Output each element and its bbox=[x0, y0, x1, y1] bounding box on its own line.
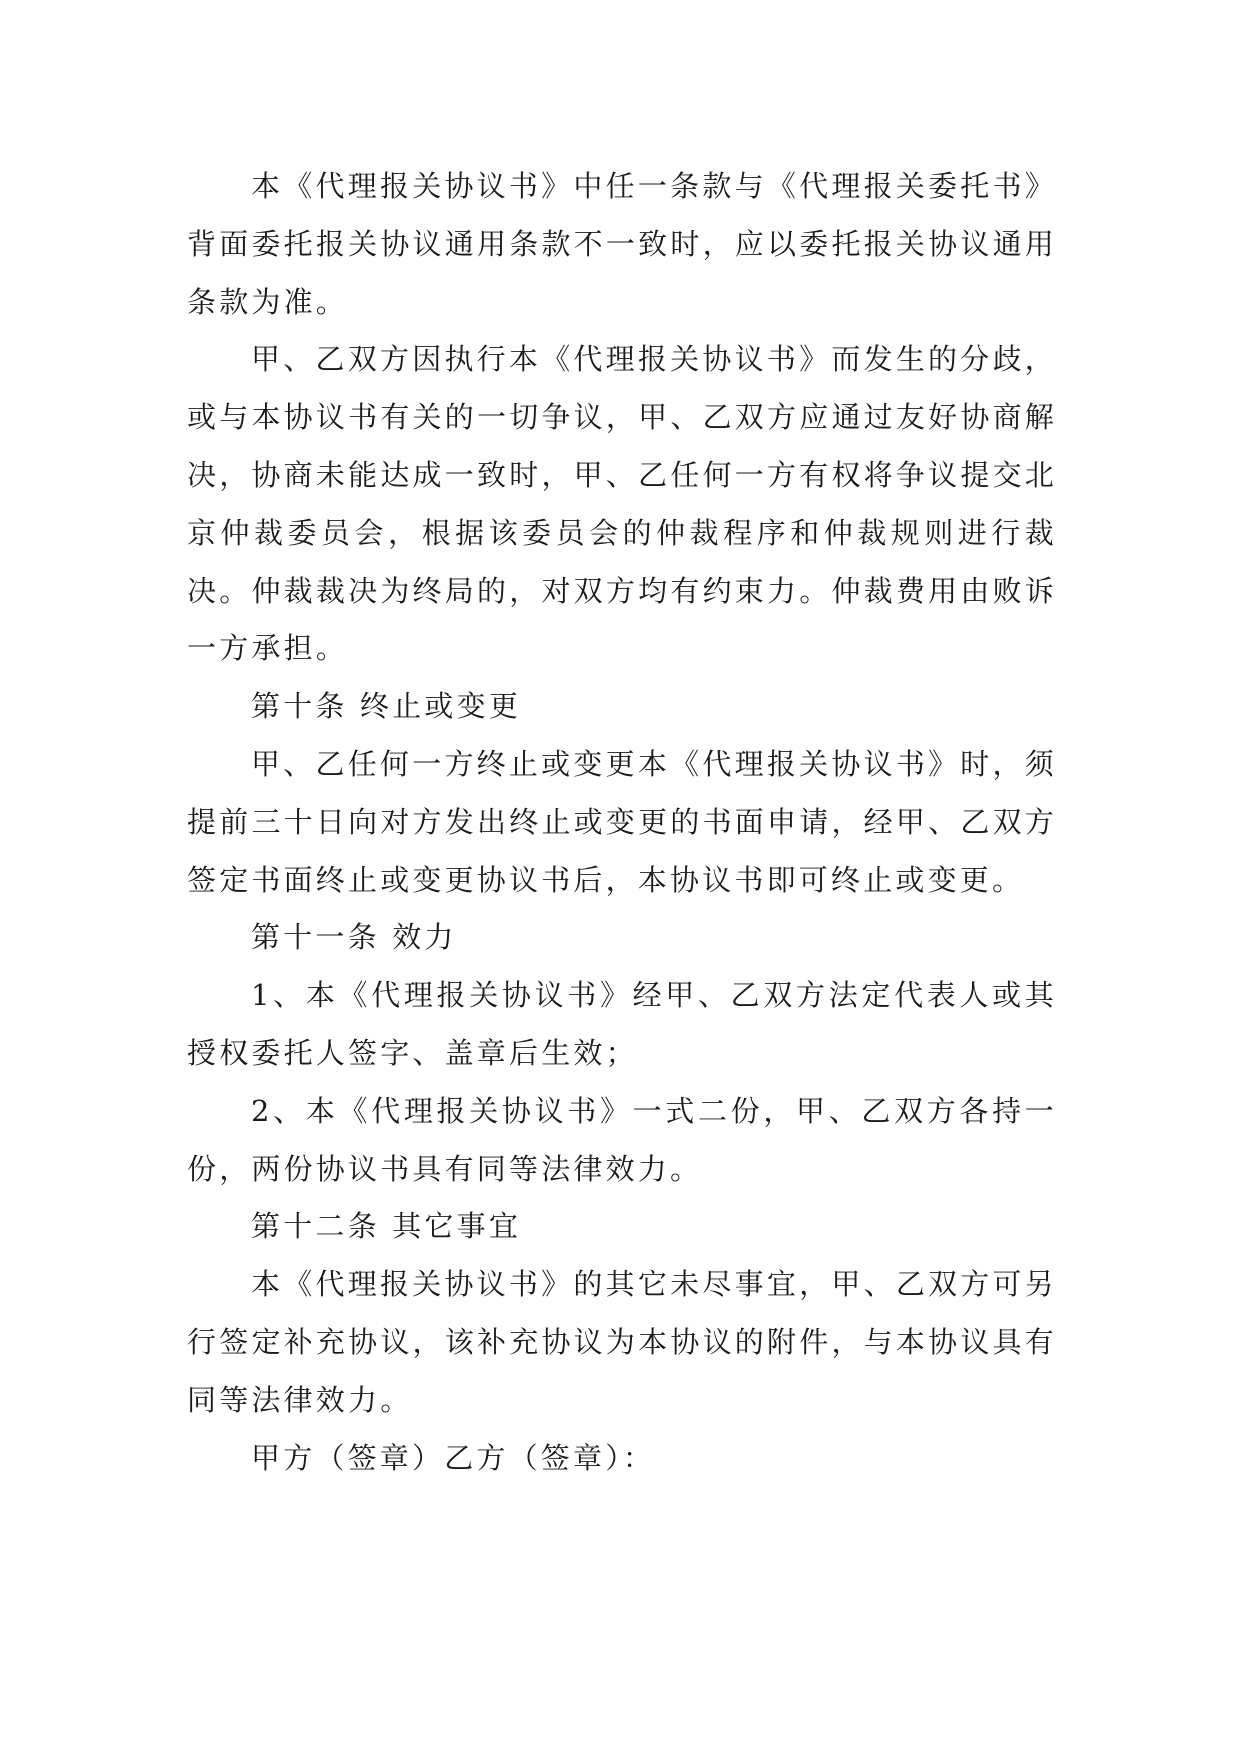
paragraph-effect-item-2: 2、本《代理报关协议书》一式二份，甲、乙双方各持一份，两份协议书具有同等法律效力。 bbox=[187, 1093, 1057, 1186]
paragraph-termination-change: 甲、乙任何一方终止或变更本《代理报关协议书》时，须提前三十日向对方发出终止或变更的书面申请，经甲、乙双方签定书面终止或变更协议书后，本协议书即可终止或变更。 bbox=[187, 746, 1057, 897]
article-11-heading: 第十一条 效力 bbox=[251, 920, 457, 955]
paragraph-dispute-arbitration: 甲、乙双方因执行本《代理报关协议书》而发生的分歧，或与本协议书有关的一切争议，甲、乙双方应通过友好协商解决，协商未能达成一致时，甲、乙任何一方有权将争议提交北京仲裁委员会，根据该委员会的仲裁程序和仲裁规则进行裁决。仲裁裁决为终局的，对双方均有约束力。仲裁费用由败诉一方承担。 bbox=[187, 342, 1057, 666]
signature-line: 甲方（签章）乙方（签章）： bbox=[251, 1440, 656, 1475]
article-10-heading: 第十条 终止或变更 bbox=[251, 689, 522, 724]
article-12-heading: 第十二条 其它事宜 bbox=[251, 1209, 522, 1244]
paragraph-other-matters: 本《代理报关协议书》的其它未尽事宜，甲、乙双方可另行签定补充协议，该补充协议为本协议的附件，与本协议具有同等法律效力。 bbox=[187, 1267, 1057, 1417]
paragraph-precedence-clause: 本《代理报关协议书》中任一条款与《代理报关委托书》背面委托报关协议通用条款不一致时，应以委托报关协议通用条款为准。 bbox=[187, 169, 1057, 319]
paragraph-effect-item-1: 1、本《代理报关协议书》经甲、乙双方法定代表人或其授权委托人签字、盖章后生效； bbox=[187, 978, 1057, 1070]
document-body bbox=[187, 158, 1057, 1487]
